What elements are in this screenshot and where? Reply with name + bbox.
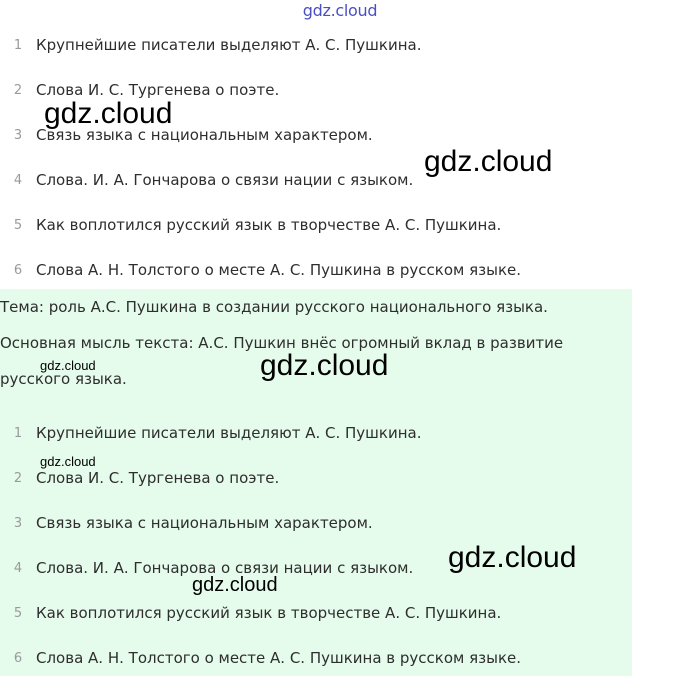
item-number: 6	[13, 263, 23, 278]
item-number: 6	[13, 651, 23, 666]
item-text: Слова. И. А. Гончарова о связи нации с языком.	[36, 559, 414, 577]
item-text: Крупнейшие писатели выделяют А. С. Пушкина.	[36, 424, 422, 442]
item-text: Как воплотился русский язык в творчестве А. С. Пушкина.	[36, 216, 502, 234]
item-number: 3	[13, 128, 23, 143]
item-text: Слова. И. А. Гончарова о связи нации с языком.	[36, 171, 414, 189]
item-number: 2	[13, 471, 23, 486]
watermark-text: gdz.cloud	[44, 97, 173, 130]
item-number: 4	[13, 173, 23, 188]
watermark-text: gdz.cloud	[192, 574, 278, 596]
watermark-text: gdz.cloud	[424, 145, 553, 178]
item-text: Связь языка с национальным характером.	[36, 514, 373, 532]
item-text: Слова И. С. Тургенева о поэте.	[36, 81, 280, 99]
item-number: 3	[13, 516, 23, 531]
item-number: 2	[13, 83, 23, 98]
item-text: Связь языка с национальным характером.	[36, 126, 373, 144]
site-watermark-header: gdz.cloud	[302, 1, 378, 20]
item-number: 5	[13, 218, 23, 233]
watermark-text: gdz.cloud	[260, 349, 389, 382]
item-number: 5	[13, 606, 23, 621]
watermark-text: gdz.cloud	[40, 358, 96, 373]
theme-text: Тема: роль А.С. Пушкина в создании русского национального языка.	[0, 298, 548, 316]
watermark-text: gdz.cloud	[40, 454, 96, 469]
main-idea-text: Основная мысль текста: А.С. Пушкин внёс огромный вклад в развитие русского языка.	[0, 334, 564, 388]
item-text: Как воплотился русский язык в творчестве А. С. Пушкина.	[36, 604, 502, 622]
item-number: 1	[13, 426, 23, 441]
item-text: Крупнейшие писатели выделяют А. С. Пушкина.	[36, 36, 422, 54]
watermark-text: gdz.cloud	[448, 541, 577, 574]
item-text: Слова А. Н. Толстого о месте А. С. Пушкина в русском языке.	[36, 261, 522, 279]
item-text: Слова И. С. Тургенева о поэте.	[36, 469, 280, 487]
item-number: 4	[13, 561, 23, 576]
item-number: 1	[13, 38, 23, 53]
item-text: Слова А. Н. Толстого о месте А. С. Пушкина в русском языке.	[36, 649, 522, 667]
